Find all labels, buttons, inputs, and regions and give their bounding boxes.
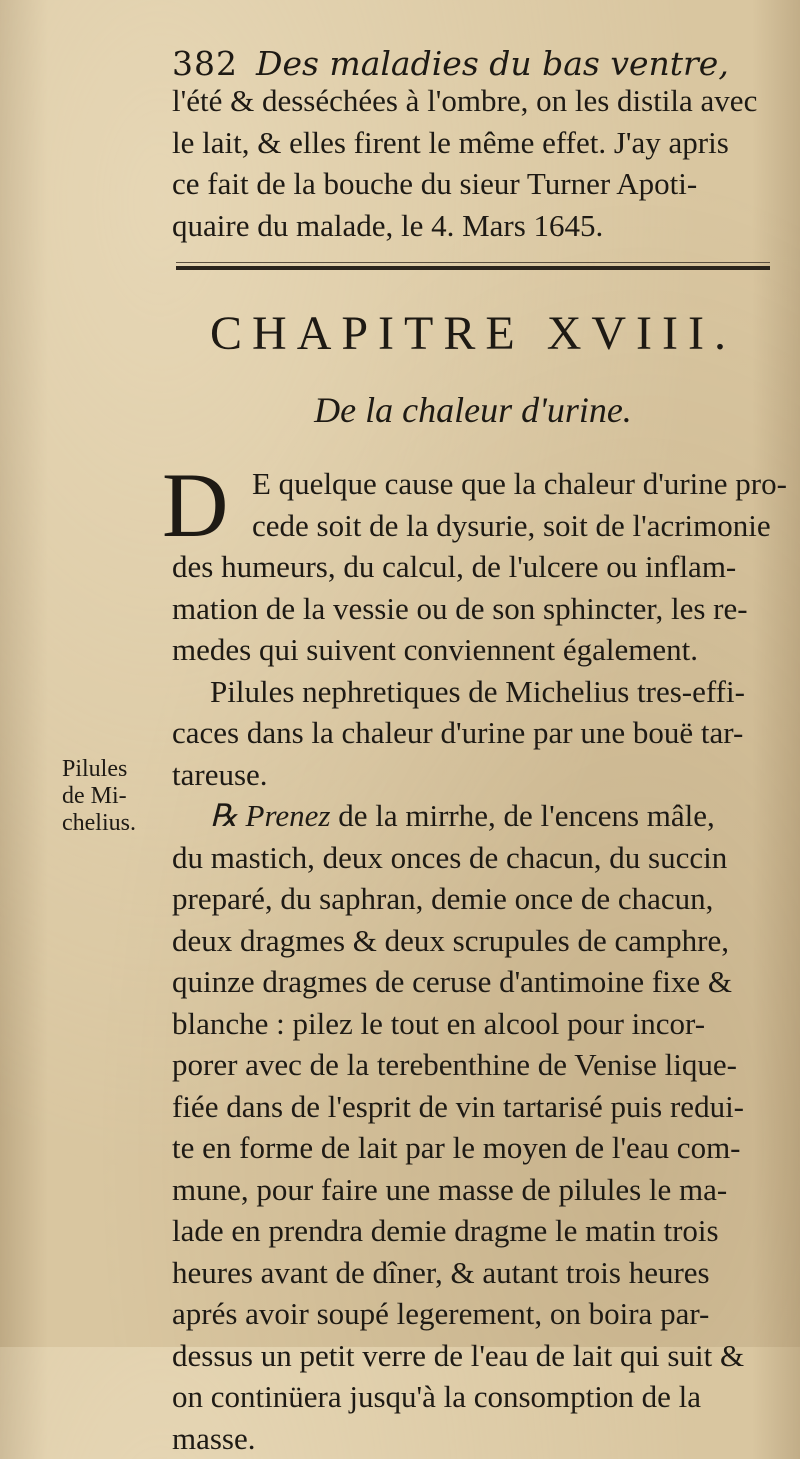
margin-note-line: Pilules [62,756,162,783]
prenez-word: Prenez [246,798,331,833]
text-line: du mastich, deux onces de chacun, du succin [172,837,792,879]
text-line: mation de la vessie ou de son sphincter, les re- [172,588,792,630]
margin-note-line: de Mi- [62,783,162,810]
page-number: 382 [172,44,238,83]
margin-note [62,756,162,837]
recipe-first-line [172,795,792,837]
text-line: aprés avoir soupé legerement, on boira par- [172,1293,792,1335]
recipe-symbol: ℞ [210,798,238,833]
intro-paragraph [172,80,792,246]
first-paragraph [172,463,792,671]
text-line: medes qui suivent conviennent également. [172,629,792,671]
text-line: caces dans la chaleur d'urine par une bouë tar- [172,712,792,754]
text-line: des humeurs, du calcul, de l'ulcere ou inflam- [172,546,792,588]
text-line: E quelque cause que la chaleur d'urine pro- [172,463,792,505]
chapter-heading: CHAPITRE XVIII. [176,304,770,364]
text-line: cede soit de la dysurie, soit de l'acrimonie [172,505,792,547]
recipe-paragraph [172,795,792,1459]
text-line: le lait, & elles firent le même effet. J'ay apris [172,122,792,164]
text-line: blanche : pilez le tout en alcool pour incor- [172,1003,792,1045]
text-line: quaire du malade, le 4. Mars 1645. [172,205,792,247]
drop-cap: D [162,465,228,545]
second-paragraph [172,671,792,796]
text-line: masse. [172,1418,792,1459]
chapter-title: De la chaleur d'urine. [176,386,770,434]
text-line: ce fait de la bouche du sieur Turner Apoti- [172,163,792,205]
divider-thin [176,262,770,263]
text-line: porer avec de la terebenthine de Venise lique- [172,1044,792,1086]
text-fragment: de la mirrhe, de l'encens mâle, [338,798,715,833]
text-line: deux dragmes & deux scrupules de camphre, [172,920,792,962]
text-line: on continüera jusqu'à la consomption de la [172,1376,792,1418]
text-line: quinze dragmes de ceruse d'antimoine fixe & [172,961,792,1003]
text-line: fiée dans de l'esprit de vin tartarisé puis redui- [172,1086,792,1128]
text-line: lade en prendra demie dragme le matin trois [172,1210,792,1252]
margin-note-line: chelius. [62,810,162,837]
text-line: Pilules nephretiques de Michelius tres-effi- [172,671,792,713]
text-line: tareuse. [172,754,792,796]
running-title: Des maladies du bas ventre, [256,44,729,83]
text-line: preparé, du saphran, demie once de chacun, [172,878,792,920]
divider-rule [176,266,770,270]
text-line: mune, pour faire une masse de pilules le ma- [172,1169,792,1211]
chapter-body [172,463,792,1459]
text-line: dessus un petit verre de l'eau de lait qui suit & [172,1335,792,1377]
text-line: l'été & desséchées à l'ombre, on les distila avec [172,80,792,122]
text-line: te en forme de lait par le moyen de l'eau com- [172,1127,792,1169]
text-line: heures avant de dîner, & autant trois heures [172,1252,792,1294]
